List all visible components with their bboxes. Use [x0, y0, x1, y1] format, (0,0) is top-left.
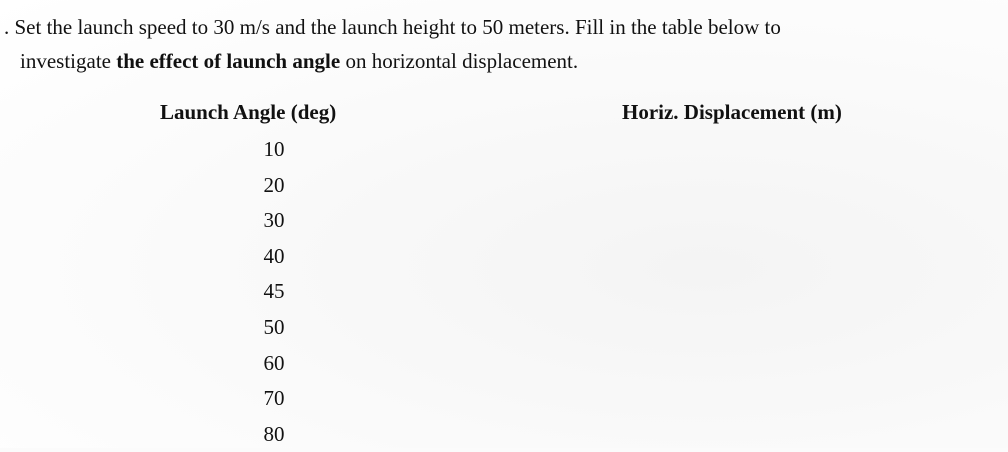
instruction-line-2-end: on horizontal displacement. — [340, 49, 579, 73]
instruction-line-2 — [4, 44, 1008, 78]
angle-cell: 10 — [263, 137, 285, 161]
horizontal-displacement-header: Horiz. Displacement (m) — [622, 100, 842, 124]
angle-cell: 40 — [263, 243, 285, 268]
angle-cell: 30 — [263, 208, 285, 233]
instruction-text — [4, 10, 1008, 78]
angle-cell: 20 — [263, 172, 285, 197]
instruction-line-1: . Set the launch speed to 30 m/s and the launch height to 50 meters. Fill in the table below to — [4, 15, 781, 39]
angle-cell: 60 — [263, 350, 285, 375]
launch-angle-header: Launch Angle (deg) — [160, 100, 337, 124]
angle-cell: 45 — [263, 279, 285, 304]
instruction-emphasis: the effect of launch angle — [116, 49, 341, 73]
instruction-line-2-start: investigate — [20, 49, 117, 73]
angle-cell: 50 — [263, 314, 285, 339]
angle-cell: 70 — [263, 386, 285, 411]
angle-cell: 80 — [263, 421, 285, 446]
launch-angle-column — [250, 132, 298, 452]
